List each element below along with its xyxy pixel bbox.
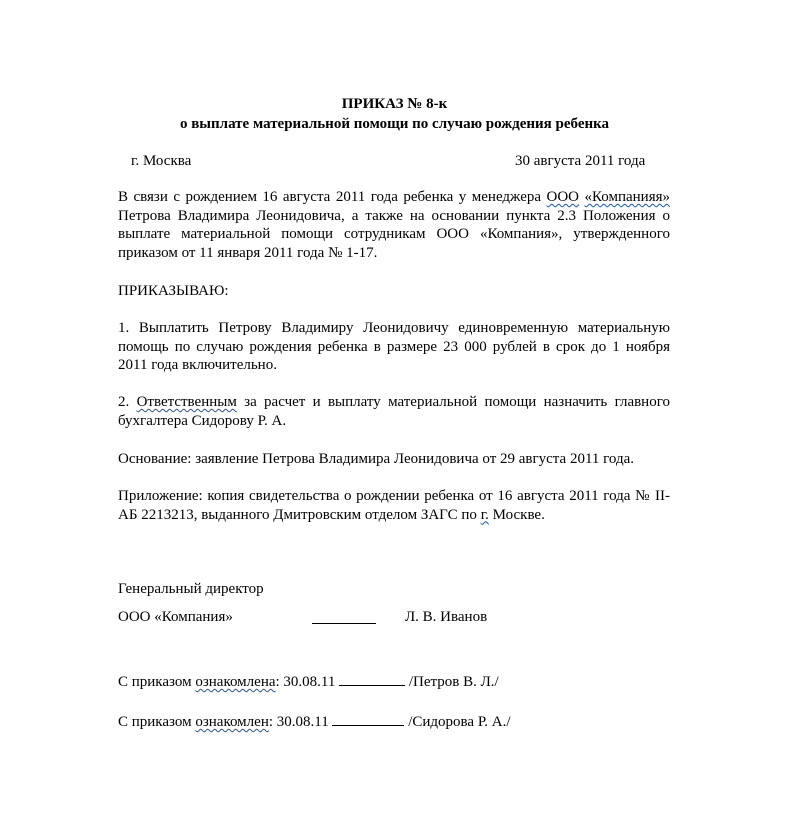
ack-2-date: : 30.08.11	[268, 714, 329, 730]
ack-1-word: ознакомлена	[195, 674, 276, 690]
ack-2-word: ознакомлен	[195, 714, 269, 730]
signature-line	[312, 609, 376, 624]
intro-part1: В связи с рождением 16 августа 2011 года ребенка у менеджера	[118, 189, 547, 205]
order-title: ПРИКАЗ № 8-к	[341, 96, 448, 112]
intro-ooo: ООО	[546, 189, 579, 205]
ack-2-name: /Сидорова Р. А./	[408, 714, 511, 730]
item-2	[118, 393, 670, 430]
intro-paragraph	[118, 188, 670, 263]
ack-2-prefix: С приказом	[118, 714, 196, 730]
attachment-part2: Москве.	[488, 506, 545, 523]
signatory-company: ООО «Компания»	[118, 609, 233, 625]
signatory-position: Генеральный директор	[118, 581, 264, 597]
intro-part2: Петрова Владимира Леонидовича, а также на основании пункта 2.3 Положения о выплате материальной помощи сотрудникам ООО «Компания», утвержденного приказом от 11 января 2011 года № 1-17.	[118, 207, 670, 262]
city: г. Москва	[131, 153, 192, 169]
item-2-rest: за расчет и выплату материальной помощи назначить главного бухгалтера Сидорову Р. А.	[118, 394, 670, 429]
signatory-name: Л. В. Иванов	[405, 609, 488, 625]
order-subtitle: о выплате материальной помощи по случаю рождения ребенка	[179, 116, 610, 132]
ack-1-date: : 30.08.11	[275, 674, 336, 690]
acknowledgment-1	[118, 671, 499, 691]
acknowledgment-2	[118, 711, 511, 731]
item-1: 1. Выплатить Петрову Владимиру Леонидовичу единовременную материальную помощь по случаю рождения ребенка в размере 23 000 рублей в срок до 1 ноября 2011 года включительно.	[118, 320, 670, 374]
intro-company: «Компанияя»	[584, 189, 670, 205]
attachment-part1: Приложение: копия свидетельства о рождении ребенка от 16 августа 2011 года № II-АБ 2213213, выданного Дмитровским отделом ЗАГС по	[118, 488, 670, 523]
item-2-number: 2.	[118, 394, 137, 410]
order-word: ПРИКАЗЫВАЮ:	[118, 283, 229, 299]
ack-2-signature-line	[332, 711, 404, 726]
ack-1-prefix: С приказом	[118, 674, 196, 690]
basis: Основание: заявление Петрова Владимира Леонидовича от 29 августа 2011 года.	[118, 451, 635, 467]
attachment	[118, 487, 670, 524]
item-2-responsible: Ответственным	[136, 394, 237, 410]
attachment-city-abbr: г.	[480, 506, 489, 523]
order-date: 30 августа 2011 года	[515, 153, 646, 169]
ack-1-name: /Петров В. Л./	[408, 674, 499, 690]
ack-1-signature-line	[339, 671, 405, 686]
